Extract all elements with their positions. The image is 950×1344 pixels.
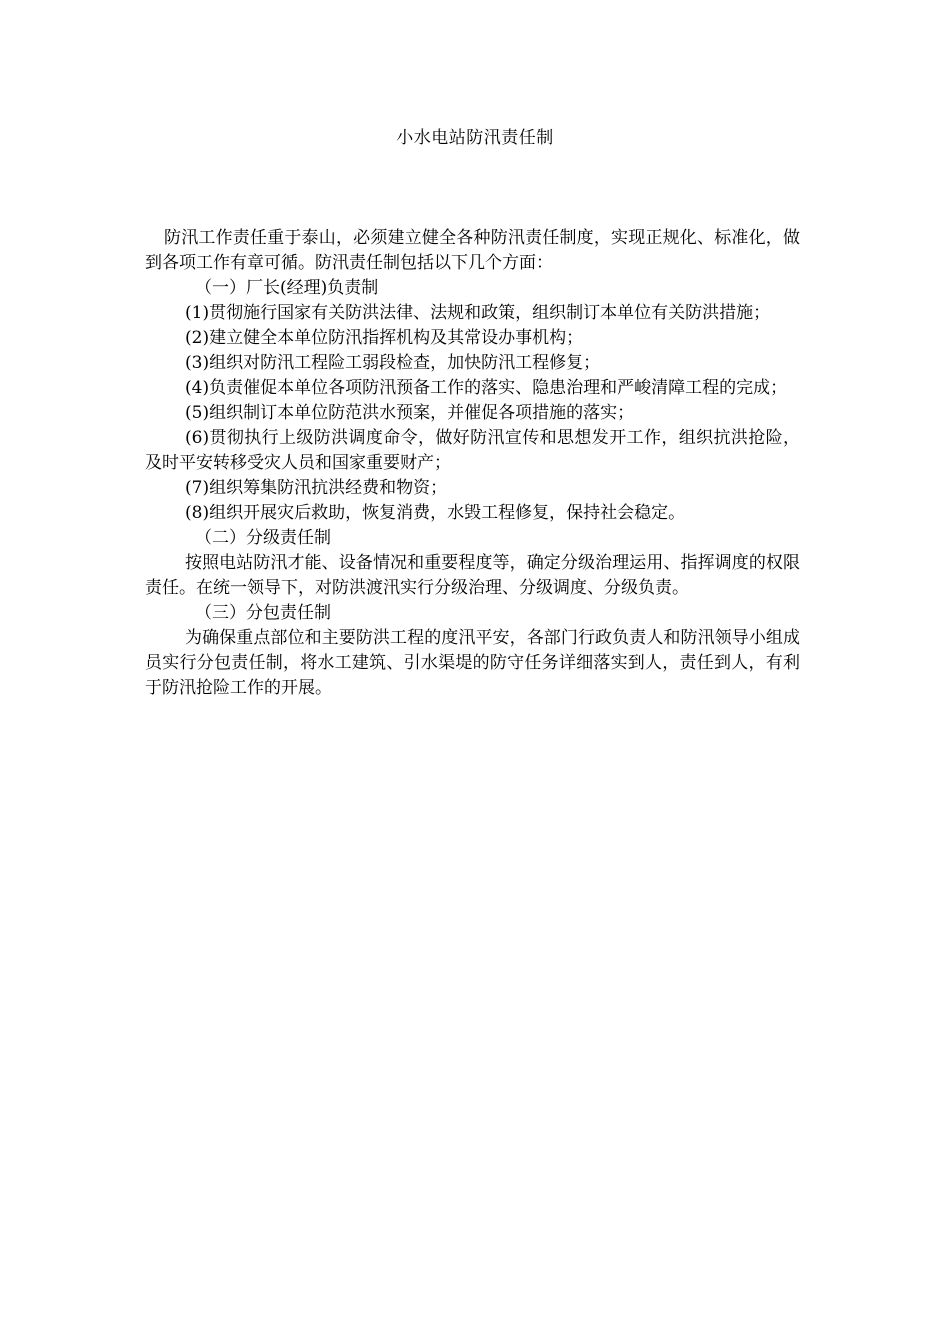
document-title: 小水电站防汛责任制: [396, 128, 554, 148]
document-body: [145, 226, 800, 701]
section-heading-1: （一）厂长(经理)负责制: [195, 278, 379, 298]
section-heading-2: （二）分级责任制: [195, 528, 331, 548]
intro-paragraph: 防汛工作责任重于泰山，必须建立健全各种防汛责任制度，实现正规化、标准化，做到各项工作有章可循。防汛责任制包括以下几个方面：: [145, 228, 800, 273]
list-item: (1)贯彻施行国家有关防洪法律、法规和政策，组织制订本单位有关防洪措施；: [185, 303, 771, 323]
section-heading-3: （三）分包责任制: [195, 603, 331, 623]
section-paragraph-3: 为确保重点部位和主要防洪工程的度汛平安，各部门行政负责人和防汛领导小组成员实行分包责任制，将水工建筑、引水渠堤的防守任务详细落实到人，责任到人，有利于防汛抢险工作的开展。: [145, 628, 800, 698]
section-paragraph-2: 按照电站防汛才能、设备情况和重要程度等，确定分级治理运用、指挥调度的权限责任。在统一领导下，对防洪渡汛实行分级治理、分级调度、分级负责。: [145, 553, 800, 598]
list-item: (5)组织制订本单位防范洪水预案，并催促各项措施的落实；: [185, 403, 635, 423]
list-item: (6)贯彻执行上级防洪调度命令，做好防汛宣传和思想发开工作，组织抗洪抢险，及时平安转移受灾人员和国家重要财产；: [145, 428, 800, 473]
list-item: (7)组织筹集防汛抗洪经费和物资；: [185, 478, 448, 498]
list-item: (3)组织对防汛工程险工弱段检查，加快防汛工程修复；: [185, 353, 601, 373]
list-item: (4)负责催促本单位各项防汛预备工作的落实、隐患治理和严峻清障工程的完成；: [185, 378, 788, 398]
list-item: (8)组织开展灾后救助，恢复消费，水毁工程修复，保持社会稳定。: [185, 503, 686, 523]
list-item: (2)建立健全本单位防汛指挥机构及其常设办事机构；: [185, 328, 584, 348]
